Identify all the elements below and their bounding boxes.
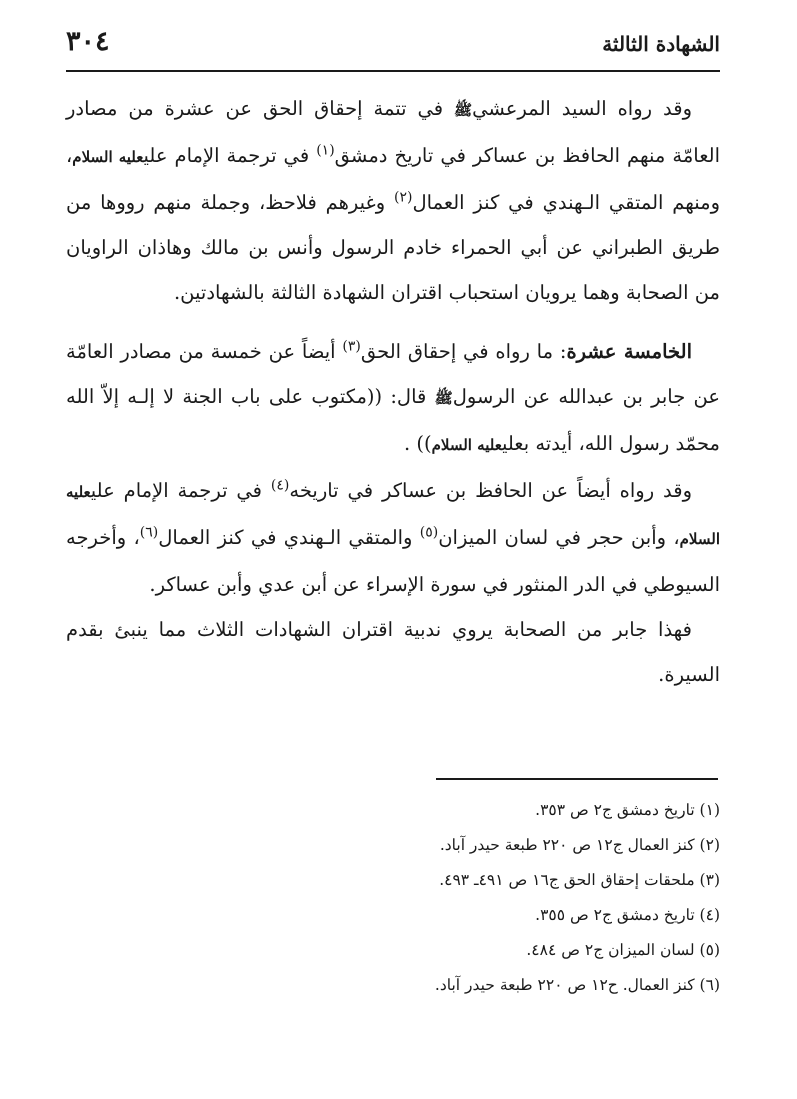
paragraph-1 [66,86,720,315]
text-run: فهذا جابر من الصحابة يروي ندبية اقتران الشهادات الثلاث مما ينبئ بقدم السيرة. [66,618,720,686]
page-header [66,26,720,72]
paragraph-2 [66,329,720,468]
footnote-ref-5[interactable]: (٥) [419,524,439,541]
footnote-5: (٥) لسان الميزان ج٢ ص ٤٨٤. [526,941,720,959]
paragraph-4 [66,607,720,697]
footnote-ref-1[interactable]: (١) [316,142,335,159]
text-run: وغيرهم فلاحظ، وجملة منهم رووها من طريق الطبراني عن أبي الحمراء خادم الرسول وأنس بن مالك وهاذان الراويان من الصحابة وهما يرويان استحباب اقتران الشهادة الثالثة بالشهادتين. [66,191,720,304]
text-run: في تتمة إحقاق الحق عن عشرة من مصادر العامّة منهم الحافظ بن عساكر في تاريخ دمشق [66,97,721,167]
text-run: وقد رواه السيد المرعشي [472,97,692,120]
text-run: وقد رواه أيضاً عن الحافظ بن عساكر في تاريخه [289,479,692,502]
text-run: والمتقي الـهندي في كنز العمال [158,526,420,549]
text-run: في ترجمة الإمام علي [143,144,317,167]
page-number: ٣٠٤ [66,26,110,57]
footnote-ref-2[interactable]: (٢) [393,189,413,206]
honorific-glyph: ﷺ [454,101,473,119]
main-text [66,86,720,697]
footnote-4: (٤) تاريخ دمشق ج٢ ص ٣٥٥. [535,906,720,924]
footnote-2: (٢) كنز العمال ج١٢ ص ٢٢٠ طبعة حيدر آباد. [439,836,720,854]
paragraph-3 [66,468,720,607]
text-run: ، ومنهم المتقي الـهندي في كنز العمال [66,144,720,214]
footnote-separator [436,778,718,780]
text-run: ، وأبن حجر في لسان الميزان [438,526,680,549]
footnote-ref-4[interactable]: (٤) [270,477,290,494]
text-run: قال: ((مكتوب على باب الجنة لا إلـه إلاّ الله محمّد رسول الله، أيدته بعلي [66,385,720,455]
footnote-ref-3[interactable]: (٣) [342,338,361,355]
text-run: في ترجمة الإمام علي [90,479,271,502]
honorific-glyph: ﷺ [434,389,453,407]
honorific-glyph: عليه السلام [66,483,720,548]
section-heading: الخامسة عشرة [566,340,693,363]
text-run: : ما رواه في إحقاق الحق [360,340,567,363]
footnotes-list [66,793,720,1003]
text-run: )) . [403,432,432,455]
footnote-6: (٦) كنز العمال. ح١٢ ص ٢٢٠ طبعة حيدر آباد. [434,976,720,994]
footnote-3: (٣) ملحقات إحقاق الحق ج١٦ ص ٤٩١ـ ٤٩٣. [439,871,720,889]
running-title: الشهادة الثالثة [602,32,720,56]
honorific-glyph: عليه السلام [431,436,502,454]
honorific-glyph: عليه السلام [72,148,144,166]
footnote-1: (١) تاريخ دمشق ج٢ ص ٣٥٣. [535,801,720,819]
text-run: أيضاً عن خمسة من مصادر العامّة عن جابر بن عبدالله عن الرسول [66,340,721,408]
text-run: ، وأخرجه السيوطي في الدر المنثور في سورة الإسراء عن أبن عدي وأبن عساكر. [66,526,720,596]
footnote-ref-6[interactable]: (٦) [139,524,159,541]
